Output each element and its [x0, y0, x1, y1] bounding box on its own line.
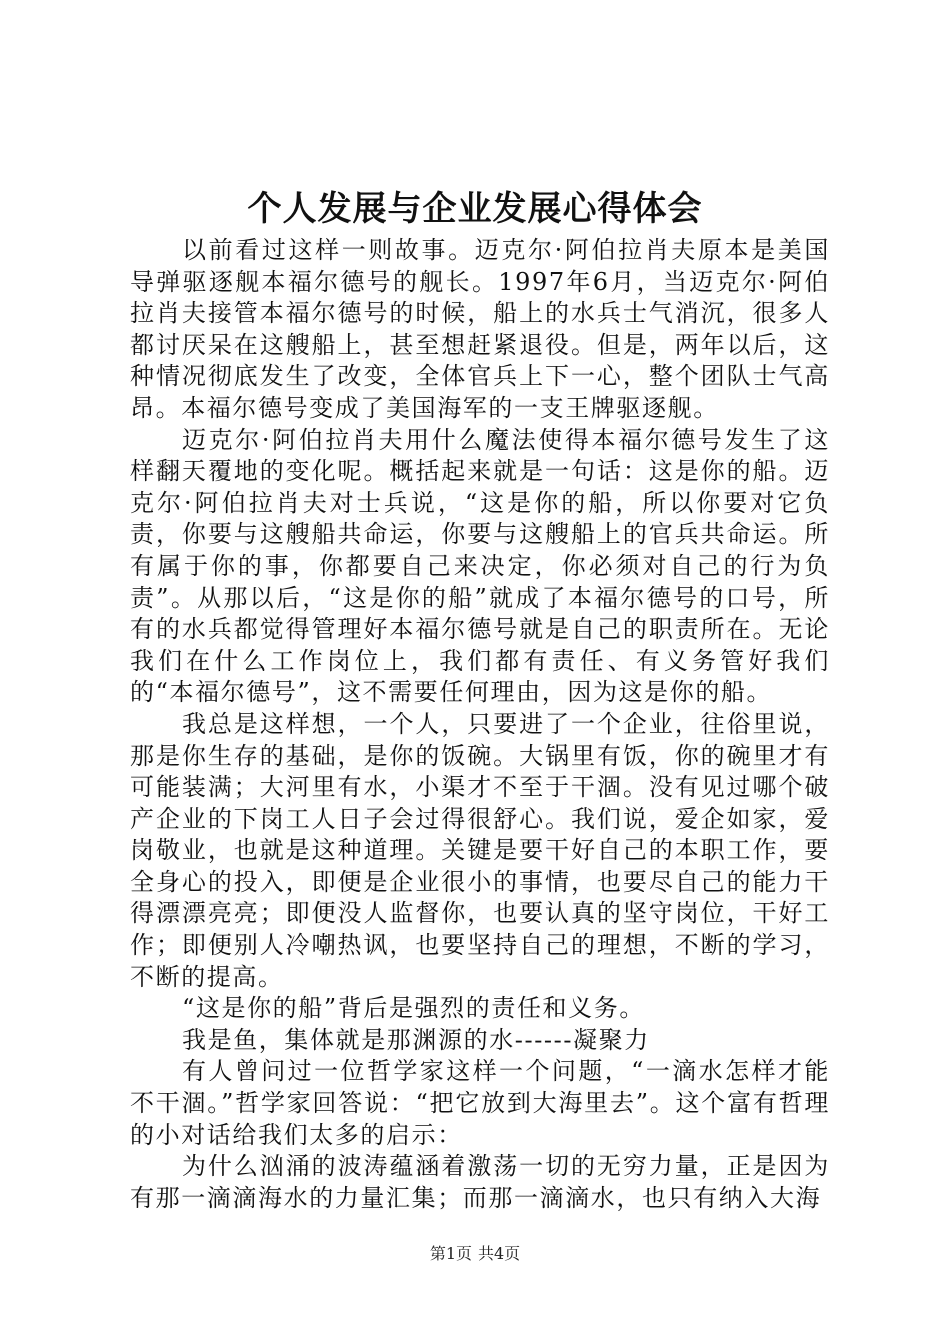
paragraph: 有人曾问过一位哲学家这样一个问题，“一滴水怎样才能不干涸。”哲学家回答说：“把它放到大海里去”。这个富有哲理的小对话给我们太多的启示：	[130, 1057, 830, 1149]
document-title: 个人发展与企业发展心得体会	[247, 189, 703, 229]
page-footer	[0, 1243, 950, 1265]
page-total: 共4页	[478, 1244, 521, 1263]
paragraph: “这是你的船”背后是强烈的责任和义务。	[182, 994, 645, 1023]
paragraph: 为什么汹涌的波涛蕴涵着激荡一切的无穷力量，正是因为有那一滴滴海水的力量汇集；而那一滴滴水，也只有纳入大海	[130, 1152, 830, 1212]
section-heading: 我是鱼，集体就是那渊源的水------凝聚力	[182, 1025, 650, 1054]
paragraph: 迈克尔·阿伯拉肖夫用什么魔法使得本福尔德号发生了这样翻天覆地的变化呢。概括起来就是一句话：这是你的船。迈克尔·阿伯拉肖夫对士兵说，“这是你的船，所以你要对它负责，你要与这艘船共命运，你要与这艘船上的官兵共命运。所有属于你的事，你都要自己来决定，你必须对自己的行为负责”。从那以后，“这是你的船”就成了本福尔德号的口号，所有的水兵都觉得管理好本福尔德号就是自己的职责所在。无论我们在什么工作岗位上，我们都有责任、有义务管好我们的“本福尔德号”，这不需要任何理由，因为这是你的船。	[130, 425, 830, 707]
paragraph: 我总是这样想，一个人，只要进了一个企业，往俗里说，那是你生存的基础，是你的饭碗。大锅里有饭，你的碗里才有可能装满；大河里有水，小渠才不至于干涸。没有见过哪个破产企业的下岗工人日子会过得很舒心。我们说，爱企如家，爱岗敬业，也就是这种道理。关键是要干好自己的本职工作，要全身心的投入，即便是企业很小的事情，也要尽自己的能力干得漂漂亮亮；即便没人监督你，也要认真的坚守岗位，干好工作；即便别人冷嘲热讽，也要坚持自己的理想，不断的学习，不断的提高。	[130, 709, 830, 991]
paragraph: 以前看过这样一则故事。迈克尔·阿伯拉肖夫原本是美国导弹驱逐舰本福尔德号的舰长。1997年6月，当迈克尔·阿伯拉肖夫接管本福尔德号的时候，船上的水兵士气消沉，很多人都讨厌呆在这艘船上，甚至想赶紧退役。但是，两年以后，这种情况彻底发生了改变，全体官兵上下一心，整个团队士气高昂。本福尔德号变成了美国海军的一支王牌驱逐舰。	[130, 236, 830, 422]
page-number: 第1页	[429, 1244, 472, 1263]
document-body	[130, 235, 830, 1214]
